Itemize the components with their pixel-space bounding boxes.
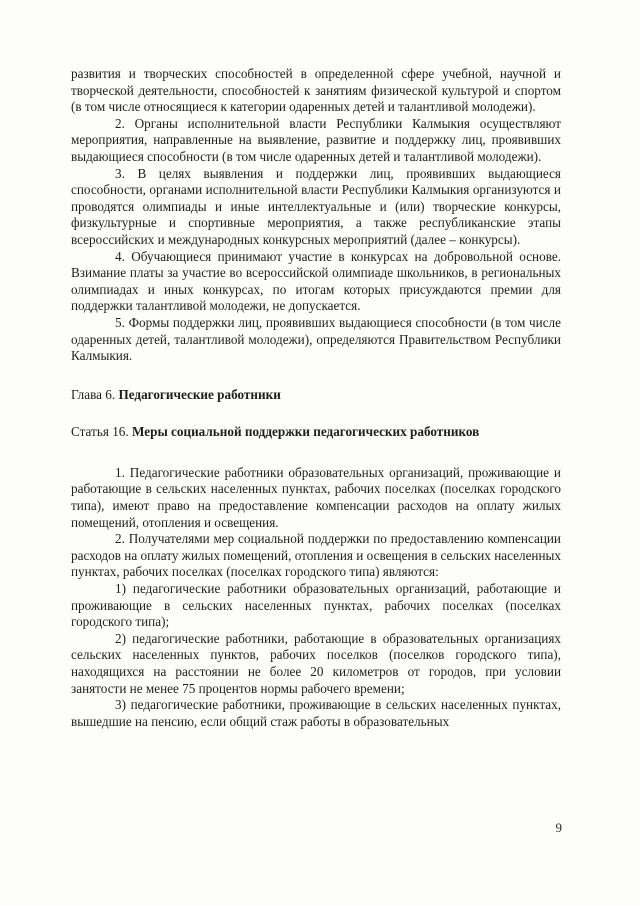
article-item-1: 1. Педагогические работники образовательных организаций, проживающие и работающие в сельских населенных пунктах, рабочих поселках (поселках городского типа), имеют право на предоставление компенсации расходов на оплату жилых помещений, отопления и освещения. <box>71 464 561 530</box>
paragraph-item-2: 2. Органы исполнительной власти Республики Калмыкия осуществляют мероприятия, направленные на выявление, развитие и поддержку лиц, проявивших выдающиеся способности (в том числе одаренных детей и талантливой молодежи). <box>71 115 561 164</box>
chapter-prefix: Глава 6. <box>71 386 119 402</box>
article-prefix: Статья 16. <box>71 424 132 440</box>
article-item-2: 2. Получателями мер социальной поддержки по предоставлению компенсации расходов на оплату жилых помещений, отопления и освещения в сельских населенных пунктах, рабочих поселках (поселках городского типа) являются: <box>71 531 561 580</box>
paragraph-item-3: 3. В целях выявления и поддержки лиц, проявивших выдающиеся способности, органами исполнительной власти Республики Калмыкия организуются и проводятся олимпиады и иные интеллектуальные и (или) творческие конкурсы, физкультурные и спортивные мероприятия, а также республиканские этапы всероссийских и международных конкурсных мероприятий (далее – конкурсы). <box>71 165 561 247</box>
paragraph-item-4: 4. Обучающиеся принимают участие в конкурсах на добровольной основе. Взимание платы за участие во всероссийской олимпиаде школьников, в региональных олимпиадах и иных конкурсах, по итогам которых присуждаются премии для поддержки талантливой молодежи, не допускается. <box>71 248 561 314</box>
list-item-1: 1) педагогические работники образовательных организаций, работающие и проживающие в сельских населенных пунктах, рабочих поселках (поселках городского типа); <box>71 581 561 630</box>
article-heading <box>71 424 561 441</box>
paragraph-continuation: развития и творческих способностей в определенной сфере учебной, научной и творческой деятельности, способностей к занятиям физической культурой и спортом (в том числе относящиеся к категории одаренных детей и талантливой молодежи). <box>71 66 561 115</box>
paragraph-item-5: 5. Формы поддержки лиц, проявивших выдающиеся способности (в том числе одаренных детей, талантливой молодежи), определяются Правительством Республики Калмыкия. <box>71 314 561 364</box>
article-title: Меры социальной поддержки педагогических работников <box>131 424 480 440</box>
document-body <box>71 66 561 730</box>
chapter-heading <box>71 387 561 404</box>
list-item-3: 3) педагогические работники, проживающие в сельских населенных пунктах, вышедшие на пенсию, если общий стаж работы в образовательных <box>71 697 561 729</box>
list-item-2: 2) педагогические работники, работающие в образовательных организациях сельских населенных пунктов, рабочих поселков (поселков городского типа), находящихся на расстоянии не более 20 километров от городов, при условии занятости не менее 75 процентов нормы рабочего времени; <box>71 630 561 696</box>
page-number: 9 <box>555 820 562 835</box>
chapter-title: Педагогические работники <box>118 386 281 402</box>
